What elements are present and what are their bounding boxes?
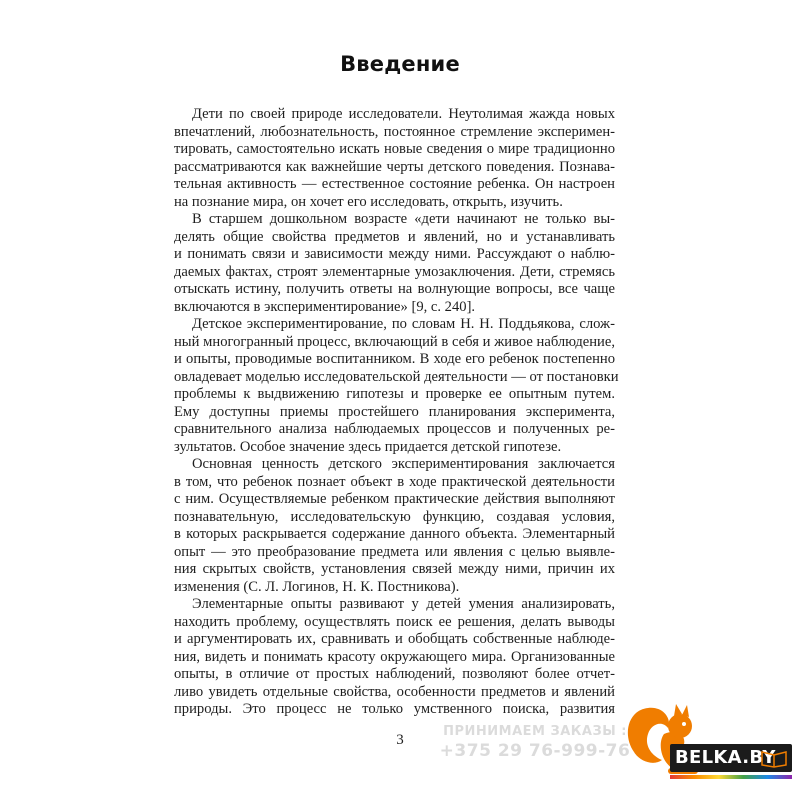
- text-line: Детское экспериментирование, по словам Н. Н. Поддьякова, слож-: [192, 316, 615, 332]
- text-line: природы. Это процесс не только умственного поиска, развития: [174, 701, 615, 717]
- text-line: В старшем дошкольном возрасте «дети начинают не только вы-: [192, 211, 615, 227]
- text-line: в которых раскрывается содержание данного объекта. Элементарный: [174, 526, 615, 542]
- text-line: ный многогранный процесс, включающий в себя и живое наблюдение,: [174, 333, 615, 350]
- text-line: находить проблему, осуществлять поиск ее решения, делать выводы: [174, 613, 615, 630]
- text-line: Основная ценность детского экспериментирования заключается: [192, 456, 615, 472]
- text-line: и понимать связи и зависимости между ними. Рассуждают о наблю-: [174, 246, 615, 262]
- text-line: овладевает моделью исследовательской деятельности — от постановки: [174, 368, 619, 385]
- text-line: Элементарные опыты развивают у детей умения анализировать,: [192, 596, 615, 612]
- text-line: делять общие свойства предметов и явлений, но и устанавливать: [174, 228, 615, 245]
- text-line: впечатлений, любознательность, постоянное стремление эксперимен-: [174, 123, 615, 140]
- text-line: тировать, самостоятельно искать новые сведения о мире традиционно: [174, 141, 615, 157]
- text-line: зультатов. Особое значение здесь придается детской гипотезе.: [174, 438, 562, 455]
- watermark-orders-text: ПРИНИМАЕМ ЗАКАЗЫ :: [443, 724, 627, 739]
- text-line: с ним. Осуществляемые ребенком практические действия выполняют: [174, 491, 615, 507]
- watermark: [430, 724, 640, 761]
- text-line: Ему доступны приемы простейшего планирования эксперимента,: [174, 403, 615, 420]
- text-line: опыты, в отличие от простых наблюдений, позволяют более отчет-: [174, 666, 615, 682]
- text-line: опыт — это преобразование предмета или явления с целью выявле-: [174, 543, 615, 560]
- body-text: [174, 106, 619, 719]
- rainbow-stripe: [670, 775, 792, 779]
- text-line: рассматриваются как важнейшие черты детского поведения. Познава-: [174, 158, 615, 175]
- text-line: ния скрытых свойств, установления связей между ними, причин их: [174, 561, 615, 577]
- text-line: ливо увидеть отдельные свойства, особенности предметов и явлений: [174, 683, 615, 700]
- text-line: и опыты, проводимые воспитанником. В ходе его ребенок постепенно: [174, 351, 615, 367]
- page-number: 3: [396, 732, 404, 748]
- text-line: Дети по своей природе исследователи. Неутолимая жажда новых: [192, 106, 615, 122]
- text-line: включаются в экспериментирование» [9, с. 240].: [174, 298, 476, 315]
- page-title: Введение: [340, 52, 460, 76]
- text-line: сравнительного анализа наблюдаемых процессов и полученных ре-: [174, 421, 615, 437]
- watermark-phone: +375 29 76-999-76: [439, 741, 631, 761]
- text-line: познавательную, исследовательскую функцию, создавая условия,: [174, 508, 615, 525]
- text-line: на познание мира, он хочет его исследовать, открыть, изучить.: [174, 193, 563, 210]
- text-line: проблемы к выдвижению гипотезы и проверке ее опытным путем.: [174, 386, 615, 402]
- text-line: изменения (С. Л. Логинов, Н. К. Постникова).: [174, 578, 460, 595]
- text-line: ния, видеть и понимать красоту окружающего мира. Организованные: [174, 648, 615, 665]
- text-line: в том, что ребенок познает объект в ходе практической деятельности: [174, 473, 615, 490]
- brand-name: BELKA.BY: [675, 747, 776, 768]
- book-icon: [760, 748, 788, 768]
- text-line: отыскать истину, получить ответы на волнующие вопросы, все чаще: [174, 281, 615, 297]
- text-line: даемых фактах, строят элементарные умозаключения. Дети, стремясь: [174, 263, 615, 280]
- text-line: тельная активность — естественное состояние ребенка. Он настроен: [174, 176, 615, 192]
- text-line: и аргументировать их, сравнивать и обобщать собственные наблюде-: [174, 631, 615, 647]
